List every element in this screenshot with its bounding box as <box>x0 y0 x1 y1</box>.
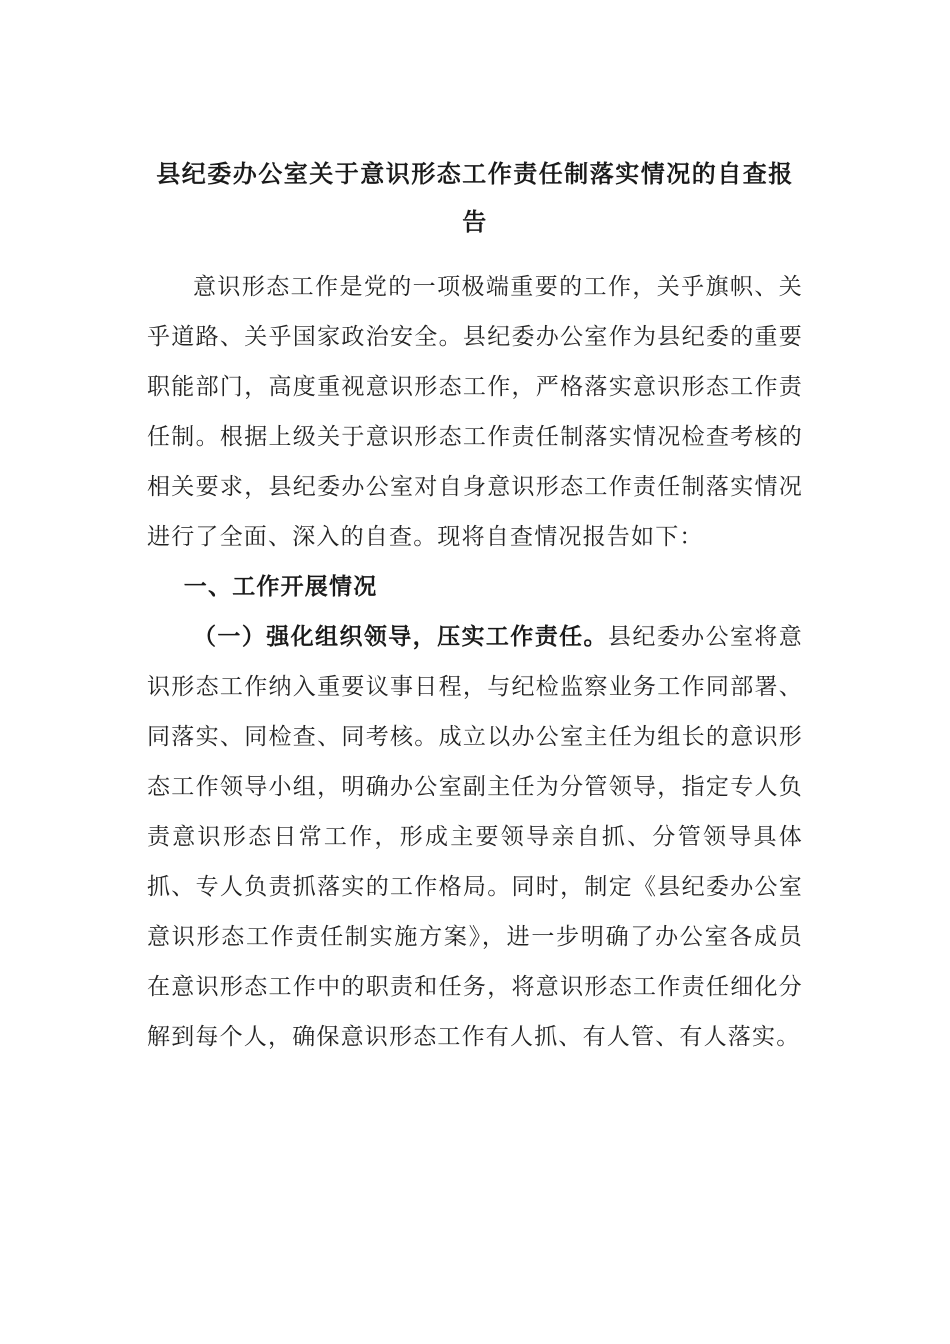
section-heading-work-progress: 一、工作开展情况 <box>183 574 378 600</box>
document-body <box>147 262 803 1062</box>
subsection-paragraph-organization <box>147 612 803 1062</box>
intro-paragraph: 意识形态工作是党的一项极端重要的工作，关乎旗帜、关乎道路、关乎国家政治安全。县纪委办公室作为县纪委的重要职能部门，高度重视意识形态工作，严格落实意识形态工作责任制。根据上级关于意识形态工作责任制落实情况检查考核的相关要求，县纪委办公室对自身意识形态工作责任制落实情况进行了全面、深入的自查。现将自查情况报告如下： <box>147 274 803 550</box>
document-page <box>147 150 803 1062</box>
subsection-lead: （一）强化组织领导，压实工作责任。 <box>193 624 608 650</box>
document-title-line-2: 告 <box>462 208 488 236</box>
document-title <box>147 150 803 246</box>
subsection-body: 县纪委办公室将意识形态工作纳入重要议事日程，与纪检监察业务工作同部署、同落实、同检查、同考核。成立以办公室主任为组长的意识形态工作领导小组，明确办公室副主任为分管领导，指定专人负责意识形态日常工作，形成主要领导亲自抓、分管领导具体抓、专人负责抓落实的工作格局。同时，制定《县纪委办公室意识形态工作责任制实施方案》，进一步明确了办公室各成员在意识形态工作中的职责和任务，将意识形态工作责任细化分解到每个人，确保意识形态工作有人抓、有人管、有人落实。 <box>147 624 803 1050</box>
document-title-line-1: 县纪委办公室关于意识形态工作责任制落实情况的自查报 <box>156 160 794 188</box>
